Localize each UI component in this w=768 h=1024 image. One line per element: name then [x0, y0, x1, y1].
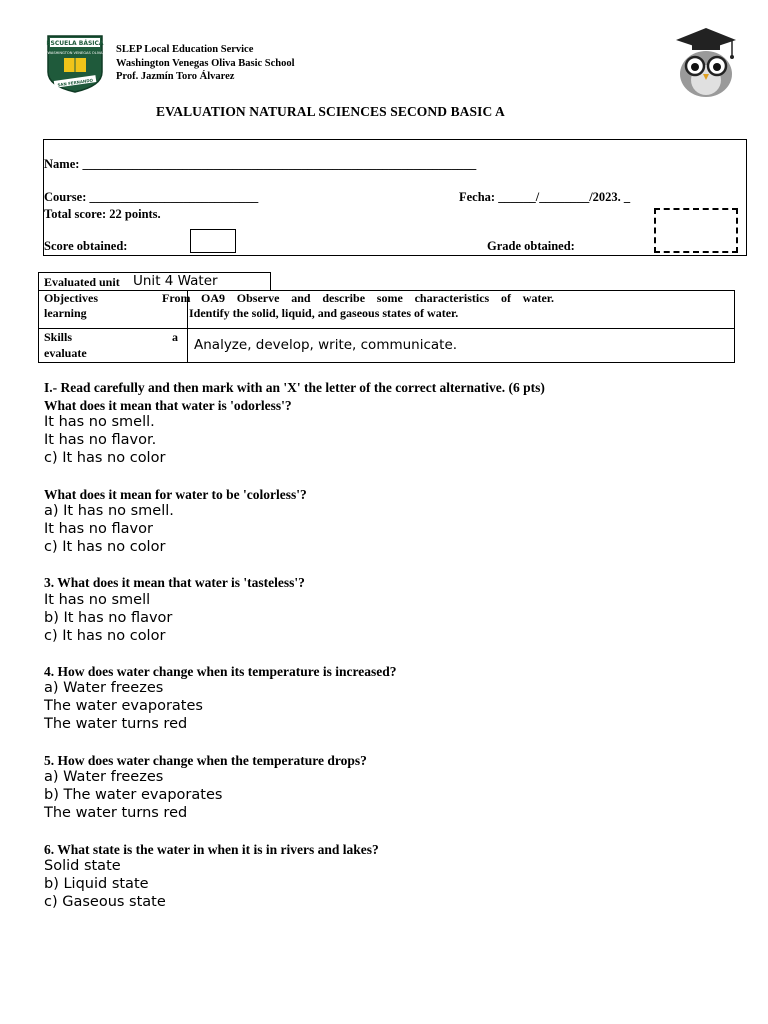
- grade-obtained-label: Grade obtained:: [487, 239, 575, 253]
- course-field[interactable]: Course: ___________________________: [44, 190, 259, 204]
- total-score: Total score: 22 points.: [44, 207, 161, 221]
- school-line: SLEP Local Education Service: [116, 44, 254, 55]
- name-field[interactable]: Name: _______________________________________________________________: [44, 157, 477, 171]
- evaluated-unit-value: Unit 4 Water: [133, 273, 218, 289]
- question-text: 5. How does water change when the temperature drops?: [44, 753, 367, 768]
- answer-option[interactable]: c) It has no color: [44, 539, 166, 555]
- question-text: 6. What state is the water in when it is in rivers and lakes?: [44, 842, 379, 857]
- school-logo: [44, 32, 106, 94]
- answer-option[interactable]: The water turns red: [44, 716, 188, 732]
- skills-label-a: a: [172, 330, 178, 344]
- objective-text: Identify the solid, liquid, and gaseous states of water.: [189, 306, 459, 320]
- school-info: [116, 43, 295, 84]
- answer-option[interactable]: a) It has no smell.: [44, 503, 174, 519]
- answer-option[interactable]: It has no flavor.: [44, 432, 157, 448]
- page-title: EVALUATION NATURAL SCIENCES SECOND BASIC A: [156, 104, 505, 119]
- school-line: Washington Venegas Oliva Basic School: [116, 57, 295, 69]
- answer-option[interactable]: It has no flavor: [44, 521, 153, 537]
- answer-option[interactable]: b) The water evaporates: [44, 787, 223, 803]
- question-text: What does it mean for water to be 'colorless'?: [44, 487, 307, 502]
- question-text: 3. What does it mean that water is 'tasteless'?: [44, 575, 305, 590]
- answer-option[interactable]: c) Gaseous state: [44, 894, 166, 910]
- score-obtained-label: Score obtained:: [44, 239, 128, 253]
- answer-option[interactable]: It has no smell: [44, 592, 151, 608]
- school-line: Prof. Jazmín Toro Álvarez: [116, 71, 235, 82]
- skills-label-evaluate: evaluate: [44, 346, 87, 360]
- objectives-label: Objectives: [44, 291, 98, 305]
- evaluated-unit-label: Evaluated unit: [44, 275, 120, 289]
- grade-box[interactable]: [654, 208, 738, 253]
- answer-option[interactable]: a) Water freezes: [44, 769, 164, 785]
- answer-option[interactable]: b) It has no flavor: [44, 610, 173, 626]
- logo-text-middle: WASHINGTON VENEGAS OLIVA: [47, 51, 103, 55]
- score-box[interactable]: [190, 229, 236, 253]
- skills-label: Skills: [44, 330, 73, 344]
- answer-option[interactable]: b) Liquid state: [44, 876, 149, 892]
- logo-text-top: ESCUELA BÁSICA: [46, 40, 104, 47]
- owl-graduate-icon: [674, 26, 738, 98]
- objectives-label-from: From: [162, 291, 191, 305]
- answer-option[interactable]: c) It has no color: [44, 450, 166, 466]
- answer-option[interactable]: a) Water freezes: [44, 680, 164, 696]
- skills-text: Analyze, develop, write, communicate.: [194, 337, 458, 353]
- answer-option[interactable]: It has no smell.: [44, 414, 155, 430]
- question-text: What does it mean that water is 'odorless'?: [44, 398, 292, 413]
- objective-text: OA9 Observe and describe some characteristics of water.: [201, 291, 554, 305]
- section-instruction: I.- Read carefully and then mark with an 'X' the letter of the correct alternative. (6 pts): [44, 380, 545, 395]
- logo-text-bottom: SAN FERNANDO: [57, 77, 94, 88]
- question-text: 4. How does water change when its temperature is increased?: [44, 664, 397, 679]
- answer-option[interactable]: Solid state: [44, 858, 121, 874]
- date-field[interactable]: Fecha: ______/________/2023. _: [459, 190, 631, 204]
- answer-option[interactable]: The water turns red: [44, 805, 188, 821]
- learning-label: learning: [44, 306, 87, 320]
- answer-option[interactable]: c) It has no color: [44, 628, 166, 644]
- answer-option[interactable]: The water evaporates: [44, 698, 203, 714]
- table-divider: [38, 328, 735, 329]
